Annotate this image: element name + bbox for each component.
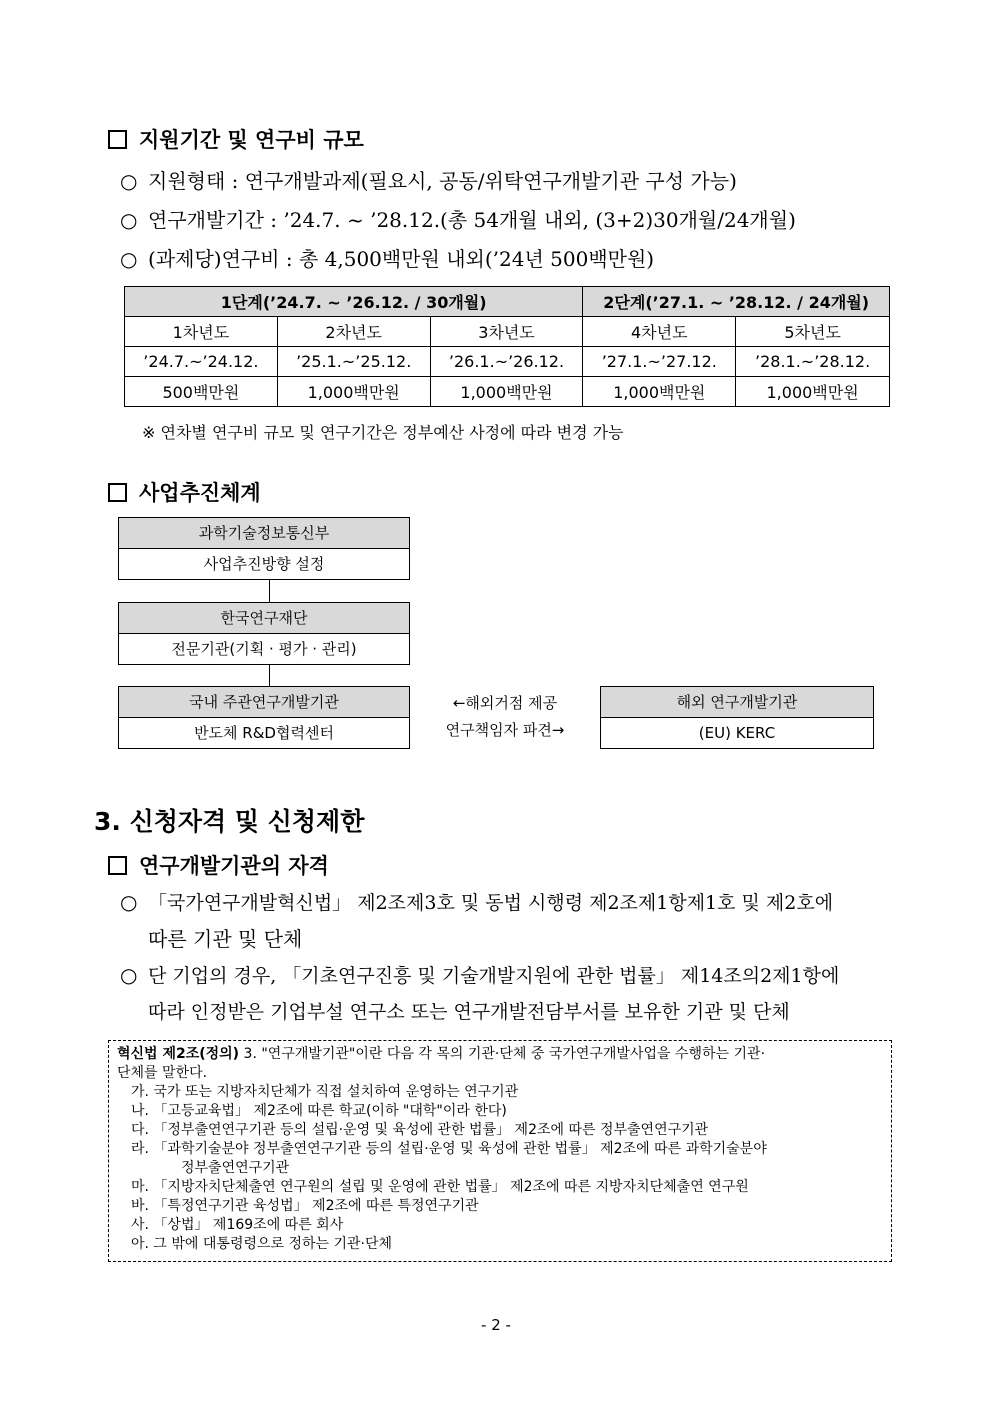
table-cell: ’24.7.~’24.12. (125, 347, 278, 377)
section-heading-support (108, 124, 364, 154)
arrow-right-label: 연구책임자 파견→ (445, 721, 565, 739)
table-cell: 1,000백만원 (277, 377, 430, 407)
org-box-nrf (118, 602, 410, 665)
bullet-qualification-1 (120, 884, 900, 957)
table-cell: ’26.1.~’26.12. (430, 347, 583, 377)
circle-bullet-icon: ○ (120, 247, 138, 271)
org-box-overseas (600, 686, 874, 749)
org-role: 전문기관(기획 · 평가 · 관리) (171, 640, 357, 658)
section-heading-qualification (108, 850, 329, 880)
bullet-text: 연구개발기간 : ’24.7. ~ ’28.12.(총 54개월 내외, (3+2)30개월/24개월) (148, 208, 796, 232)
page-number: - 2 - (481, 1316, 511, 1334)
circle-bullet-icon: ○ (120, 208, 138, 232)
circle-bullet-icon: ○ (120, 169, 138, 193)
table-cell: ’28.1.~’28.12. (736, 347, 890, 377)
law-item: 아. 그 밖에 대통령령으로 정하는 기관·단체 (131, 1236, 393, 1252)
law-item: 라. 「과학기술분야 정부출연연구기관 등의 설립·운영 및 육성에 관한 법률」 제2조에 따른 과학기술분야 (131, 1141, 767, 1157)
section-heading-system (108, 477, 261, 507)
law-item: 나. 「고등교육법」 제2조에 따른 학교(이하 "대학"이라 한다) (131, 1103, 507, 1119)
org-role: 사업추진방향 설정 (203, 555, 325, 573)
stage1-header: 1단계(’24.7. ~ ’26.12. / 30개월) (125, 287, 583, 317)
bullet-text: 지원형태 : 연구개발과제(필요시, 공동/위탁연구개발기관 구성 가능) (148, 169, 737, 193)
bullet-support-type (120, 165, 737, 194)
budget-table (124, 286, 890, 407)
law-item: 바. 「특정연구기관 육성법」 제2조에 따른 특정연구기관 (131, 1198, 479, 1214)
connector-line (269, 665, 270, 687)
table-cell: 1,000백만원 (583, 377, 736, 407)
checkbox-square-icon (108, 130, 127, 149)
arrow-left-label: ←해외거점 제공 (452, 694, 558, 712)
budget-note: ※ 연차별 연구비 규모 및 연구기간은 정부예산 사정에 따라 변경 가능 (142, 423, 624, 442)
table-cell: ’25.1.~’25.12. (277, 347, 430, 377)
bullet-text: (과제당)연구비 : 총 4,500백만원 내외(’24년 500백만원) (148, 247, 655, 271)
bullet-budget (120, 243, 654, 272)
org-name: 국내 주관연구개발기관 (119, 687, 409, 718)
connector-line (269, 580, 270, 602)
law-item: 가. 국가 또는 지방자치단체가 직접 설치하여 운영하는 연구기관 (131, 1084, 519, 1100)
heading-text: 지원기간 및 연구비 규모 (139, 128, 364, 152)
table-cell: 5차년도 (736, 317, 890, 347)
table-cell: 2차년도 (277, 317, 430, 347)
stage2-header: 2단계(’27.1. ~ ’28.12. / 24개월) (583, 287, 890, 317)
law-intro-cont: 단체를 말한다. (117, 1065, 208, 1081)
table-row (125, 347, 890, 377)
bullet-text: 「국가연구개발혁신법」 제2조제3호 및 동법 시행령 제2조제1항제1호 및 제2호에 (148, 892, 834, 914)
table-cell: 500백만원 (125, 377, 278, 407)
law-item: 다. 「정부출연연구기관 등의 설립·운영 및 육성에 관한 법률」 제2조에 따른 정부출연연구기관 (131, 1122, 709, 1138)
org-name: 과학기술정보통신부 (119, 518, 409, 549)
table-row (125, 317, 890, 347)
checkbox-square-icon (108, 483, 127, 502)
heading-text: 사업추진체계 (139, 481, 261, 505)
law-intro: 3. "연구개발기관"이란 다음 각 목의 기관·단체 중 국가연구개발사업을 수행하는 기관· (239, 1046, 766, 1062)
law-item: 사. 「상법」 제169조에 따른 회사 (131, 1217, 344, 1233)
table-row (125, 377, 890, 407)
org-box-domestic (118, 686, 410, 749)
circle-bullet-icon: ○ (120, 963, 138, 987)
org-name: 해외 연구개발기관 (601, 687, 873, 718)
org-box-msit (118, 517, 410, 580)
checkbox-square-icon (108, 856, 127, 875)
table-header-row (125, 287, 890, 317)
bullet-text: 따라 인정받은 기업부설 연구소 또는 연구개발전담부서를 보유한 기관 및 단체 (148, 1001, 790, 1023)
law-title: 혁신법 제2조(정의) (117, 1046, 240, 1062)
circle-bullet-icon: ○ (120, 890, 138, 914)
table-cell: ’27.1.~’27.12. (583, 347, 736, 377)
table-cell: 3차년도 (430, 317, 583, 347)
bullet-rd-period (120, 204, 796, 233)
law-item-cont: 정부출연연구기관 (181, 1160, 290, 1176)
bullet-text: 따른 기관 및 단체 (148, 927, 303, 951)
bullet-qualification-2 (120, 957, 900, 1030)
table-cell: 1차년도 (125, 317, 278, 347)
table-cell: 1,000백만원 (430, 377, 583, 407)
org-role: (EU) KERC (698, 724, 776, 742)
org-name: 한국연구재단 (119, 603, 409, 634)
law-item: 마. 「지방자치단체출연 연구원의 설립 및 운영에 관한 법률」 제2조에 따른 지방자치단체출연 연구원 (131, 1179, 749, 1195)
org-role: 반도체 R&D협력센터 (194, 724, 334, 742)
table-cell: 4차년도 (583, 317, 736, 347)
heading-text: 연구개발기관의 자격 (139, 854, 329, 878)
law-reference-box (108, 1040, 892, 1262)
section-title: 3. 신청자격 및 신청제한 (94, 807, 365, 836)
table-cell: 1,000백만원 (736, 377, 890, 407)
bullet-text: 단 기업의 경우, 「기초연구진흥 및 기술개발지원에 관한 법률」 제14조의2제1항에 (148, 965, 840, 987)
